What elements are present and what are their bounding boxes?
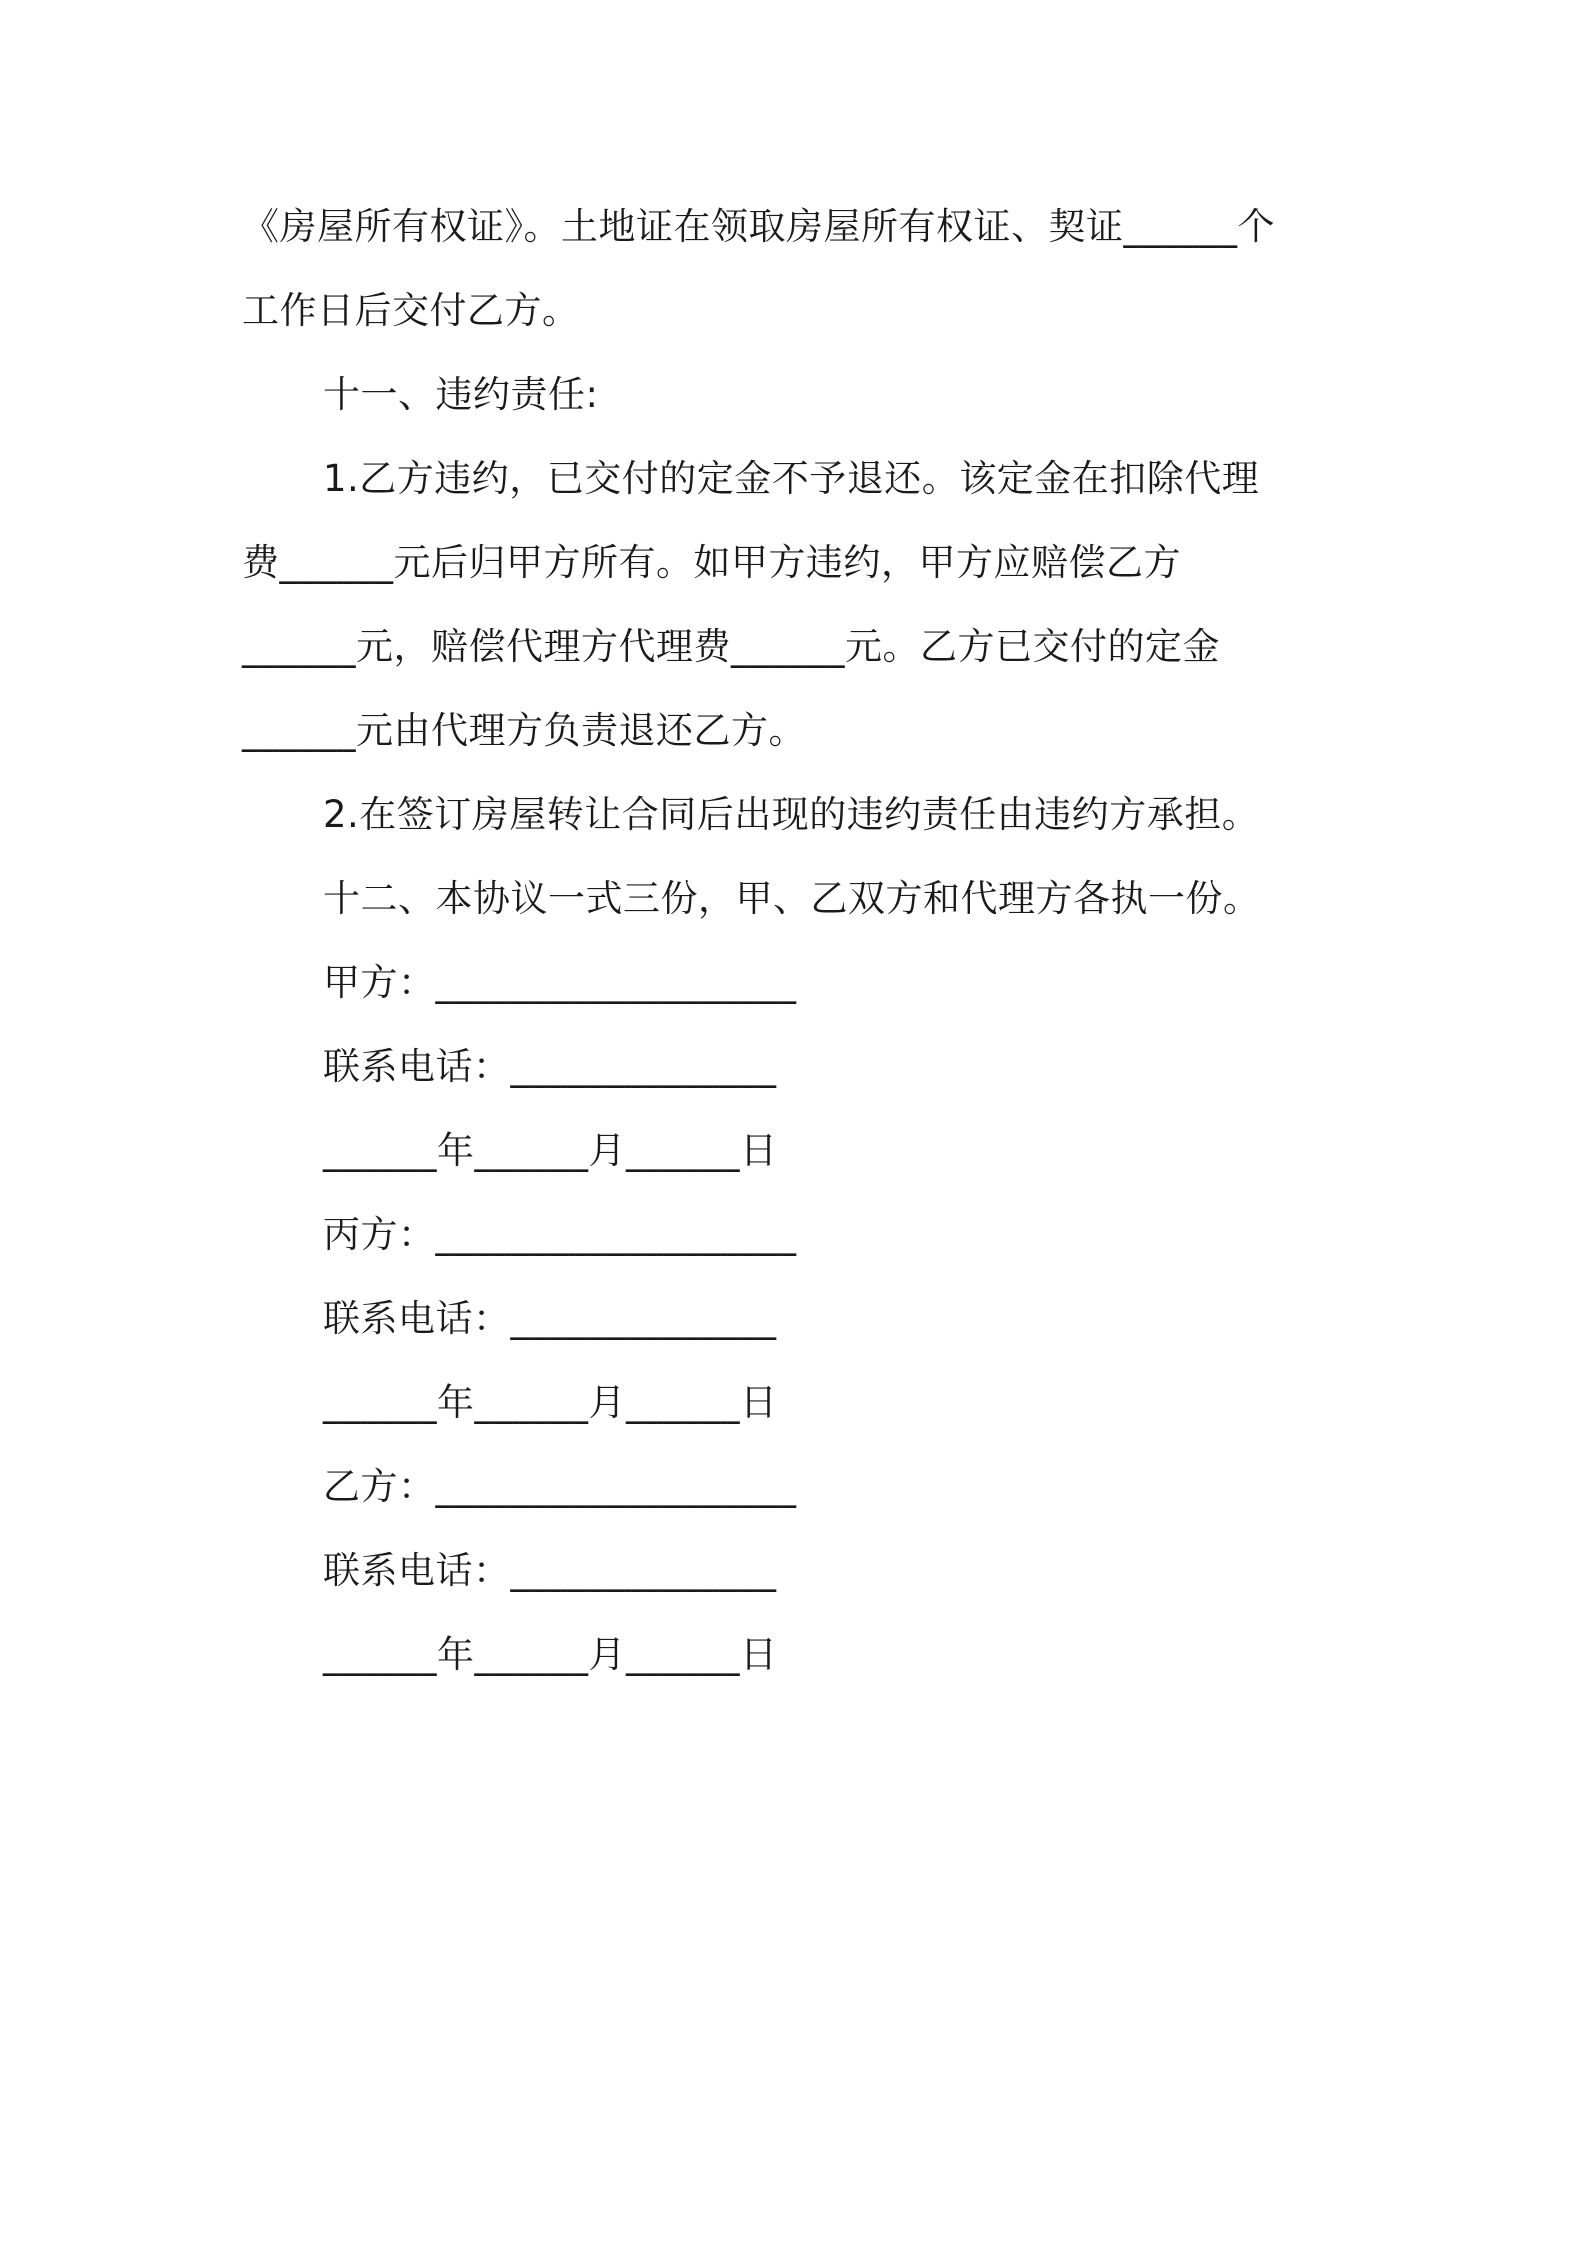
paragraph-line-1: 《房屋所有权证》。土地证在领取房屋所有权证、契证______个 xyxy=(242,205,1275,248)
signature-party-jia: 甲方：___________________ xyxy=(323,961,797,1004)
signature-date-bing: ______年______月______日 xyxy=(323,1381,778,1424)
signature-phone-jia: 联系电话：______________ xyxy=(323,1045,777,1088)
paragraph-line-2: 工作日后交付乙方。 xyxy=(242,289,580,332)
clause-1-line-3: ______元，赔偿代理方代理费______元。乙方已交付的定金 xyxy=(242,625,1220,668)
signature-phone-yi: 联系电话：______________ xyxy=(323,1549,777,1592)
signature-party-yi: 乙方：___________________ xyxy=(323,1465,797,1508)
signature-date-jia: ______年______月______日 xyxy=(323,1129,778,1172)
clause-1-line-1: 1.乙方违约，已交付的定金不予退还。该定金在扣除代理 xyxy=(323,457,1260,500)
clause-1-line-4: ______元由代理方负责退还乙方。 xyxy=(242,709,806,752)
signature-party-bing: 丙方：___________________ xyxy=(323,1213,797,1256)
section-heading-12: 十二、本协议一式三份，甲、乙双方和代理方各执一份。 xyxy=(323,877,1261,920)
section-heading-11: 十一、违约责任: xyxy=(323,373,599,416)
clause-2-line: 2.在签订房屋转让合同后出现的违约责任由违约方承担。 xyxy=(323,793,1260,836)
signature-phone-bing: 联系电话：______________ xyxy=(323,1297,777,1340)
clause-1-line-2: 费______元后归甲方所有。如甲方违约，甲方应赔偿乙方 xyxy=(242,541,1181,584)
signature-date-yi: ______年______月______日 xyxy=(323,1633,778,1676)
